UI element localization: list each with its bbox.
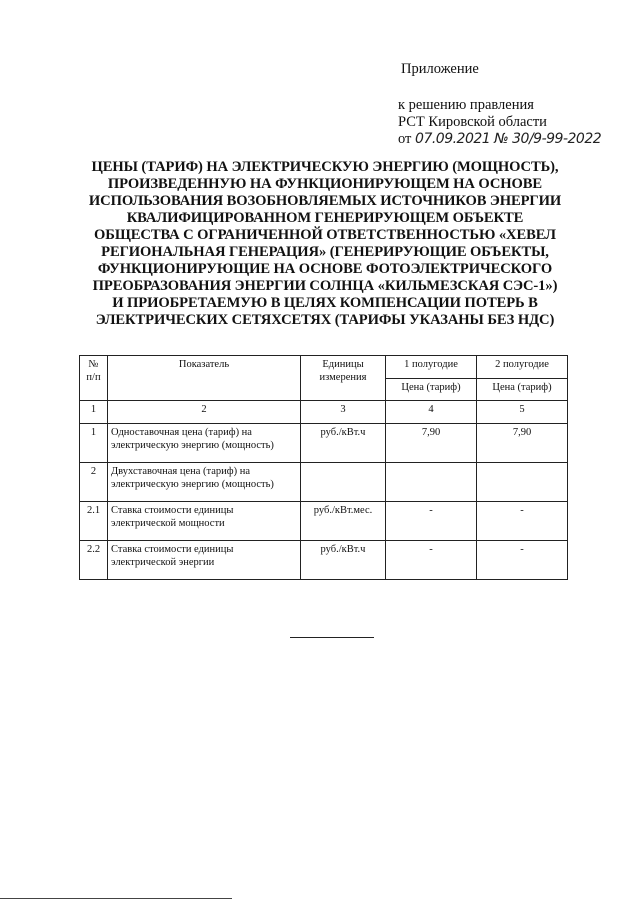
decision-line-3 [398, 131, 601, 148]
row-value-1 [386, 463, 477, 502]
table-header-row [80, 356, 568, 379]
row-value-1: - [386, 502, 477, 541]
header-price-2: Цена (тариф) [477, 379, 568, 401]
title-line: РЕГИОНАЛЬНАЯ ГЕНЕРАЦИЯ» (ГЕНЕРИРУЮЩИЕ ОБЪЕКТЫ, [101, 244, 549, 260]
header-indicator: Показатель [108, 356, 301, 401]
row-units: руб./кВт.ч [301, 424, 386, 463]
header-half-2: 2 полугодие [477, 356, 568, 379]
index-cell: 5 [477, 401, 568, 424]
index-cell: 4 [386, 401, 477, 424]
decision-line-1: к решению правления [398, 97, 534, 113]
table-row [80, 424, 568, 463]
row-indicator: Одноставочная цена (тариф) на электрическую энергию (мощность) [108, 424, 301, 463]
index-cell: 2 [108, 401, 301, 424]
row-units: руб./кВт.мес. [301, 502, 386, 541]
annex-label: Приложение [401, 61, 479, 77]
title-line: ЭЛЕКТРИЧЕСКИХ СЕТЯХСЕТЯХ (ТАРИФЫ УКАЗАНЫ БЕЗ НДС) [95, 312, 555, 328]
row-value-2: - [477, 541, 568, 580]
index-cell: 3 [301, 401, 386, 424]
row-value-2: - [477, 502, 568, 541]
row-value-2 [477, 463, 568, 502]
document-title [60, 159, 590, 329]
row-num: 1 [80, 424, 108, 463]
row-units [301, 463, 386, 502]
title-line: ПРОИЗВЕДЕННУЮ НА ФУНКЦИОНИРУЮЩЕМ НА ОСНОВЕ [107, 176, 543, 192]
header-units: Единицы измерения [301, 356, 386, 401]
table-row [80, 502, 568, 541]
row-value-2: 7,90 [477, 424, 568, 463]
row-value-1: - [386, 541, 477, 580]
title-line: И ПРИОБРЕТАЕМУЮ В ЦЕЛЯХ КОМПЕНСАЦИИ ПОТЕРЬ В [112, 295, 538, 311]
title-line: ПРЕОБРАЗОВАНИЯ ЭНЕРГИИ СОЛНЦА «КИЛЬМЕЗСКАЯ СЭС-1») [92, 278, 558, 294]
row-indicator: Ставка стоимости единицы электрической мощности [108, 502, 301, 541]
row-units: руб./кВт.ч [301, 541, 386, 580]
title-line: ОБЩЕСТВА С ОГРАНИЧЕННОЙ ОТВЕТСТВЕННОСТЬЮ «ХЕВЕЛ [94, 227, 556, 243]
table-row [80, 463, 568, 502]
index-cell: 1 [80, 401, 108, 424]
decision-date-prefix: от [398, 131, 412, 147]
title-line: ИСПОЛЬЗОВАНИЯ ВОЗОБНОВЛЯЕМЫХ ИСТОЧНИКОВ ЭНЕРГИИ [88, 193, 562, 209]
title-line: ФУНКЦИОНИРУЮЩИЕ НА ОСНОВЕ ФОТОЭЛЕКТРИЧЕСКОГО [97, 261, 553, 277]
title-line: ЦЕНЫ (ТАРИФ) НА ЭЛЕКТРИЧЕСКУЮ ЭНЕРГИЮ (МОЩНОСТЬ), [91, 159, 559, 175]
bottom-rule [0, 898, 232, 899]
tariff-table [79, 355, 568, 580]
row-indicator: Двухставочная цена (тариф) на электрическую энергию (мощность) [108, 463, 301, 502]
row-value-1: 7,90 [386, 424, 477, 463]
row-num: 2.2 [80, 541, 108, 580]
header-num: № п/п [80, 356, 108, 401]
table-index-row [80, 401, 568, 424]
decision-reference [398, 97, 601, 148]
table-row [80, 541, 568, 580]
title-line: КВАЛИФИЦИРОВАННОМ ГЕНЕРИРУЮЩЕМ ОБЪЕКТЕ [126, 210, 524, 226]
handwritten-date-number: 07.09.2021 № 30/9-99-2022 [415, 131, 602, 147]
closing-divider [290, 637, 374, 638]
row-indicator: Ставка стоимости единицы электрической энергии [108, 541, 301, 580]
row-num: 2.1 [80, 502, 108, 541]
row-num: 2 [80, 463, 108, 502]
header-half-1: 1 полугодие [386, 356, 477, 379]
decision-line-2: РСТ Кировской области [398, 114, 547, 130]
header-price-1: Цена (тариф) [386, 379, 477, 401]
